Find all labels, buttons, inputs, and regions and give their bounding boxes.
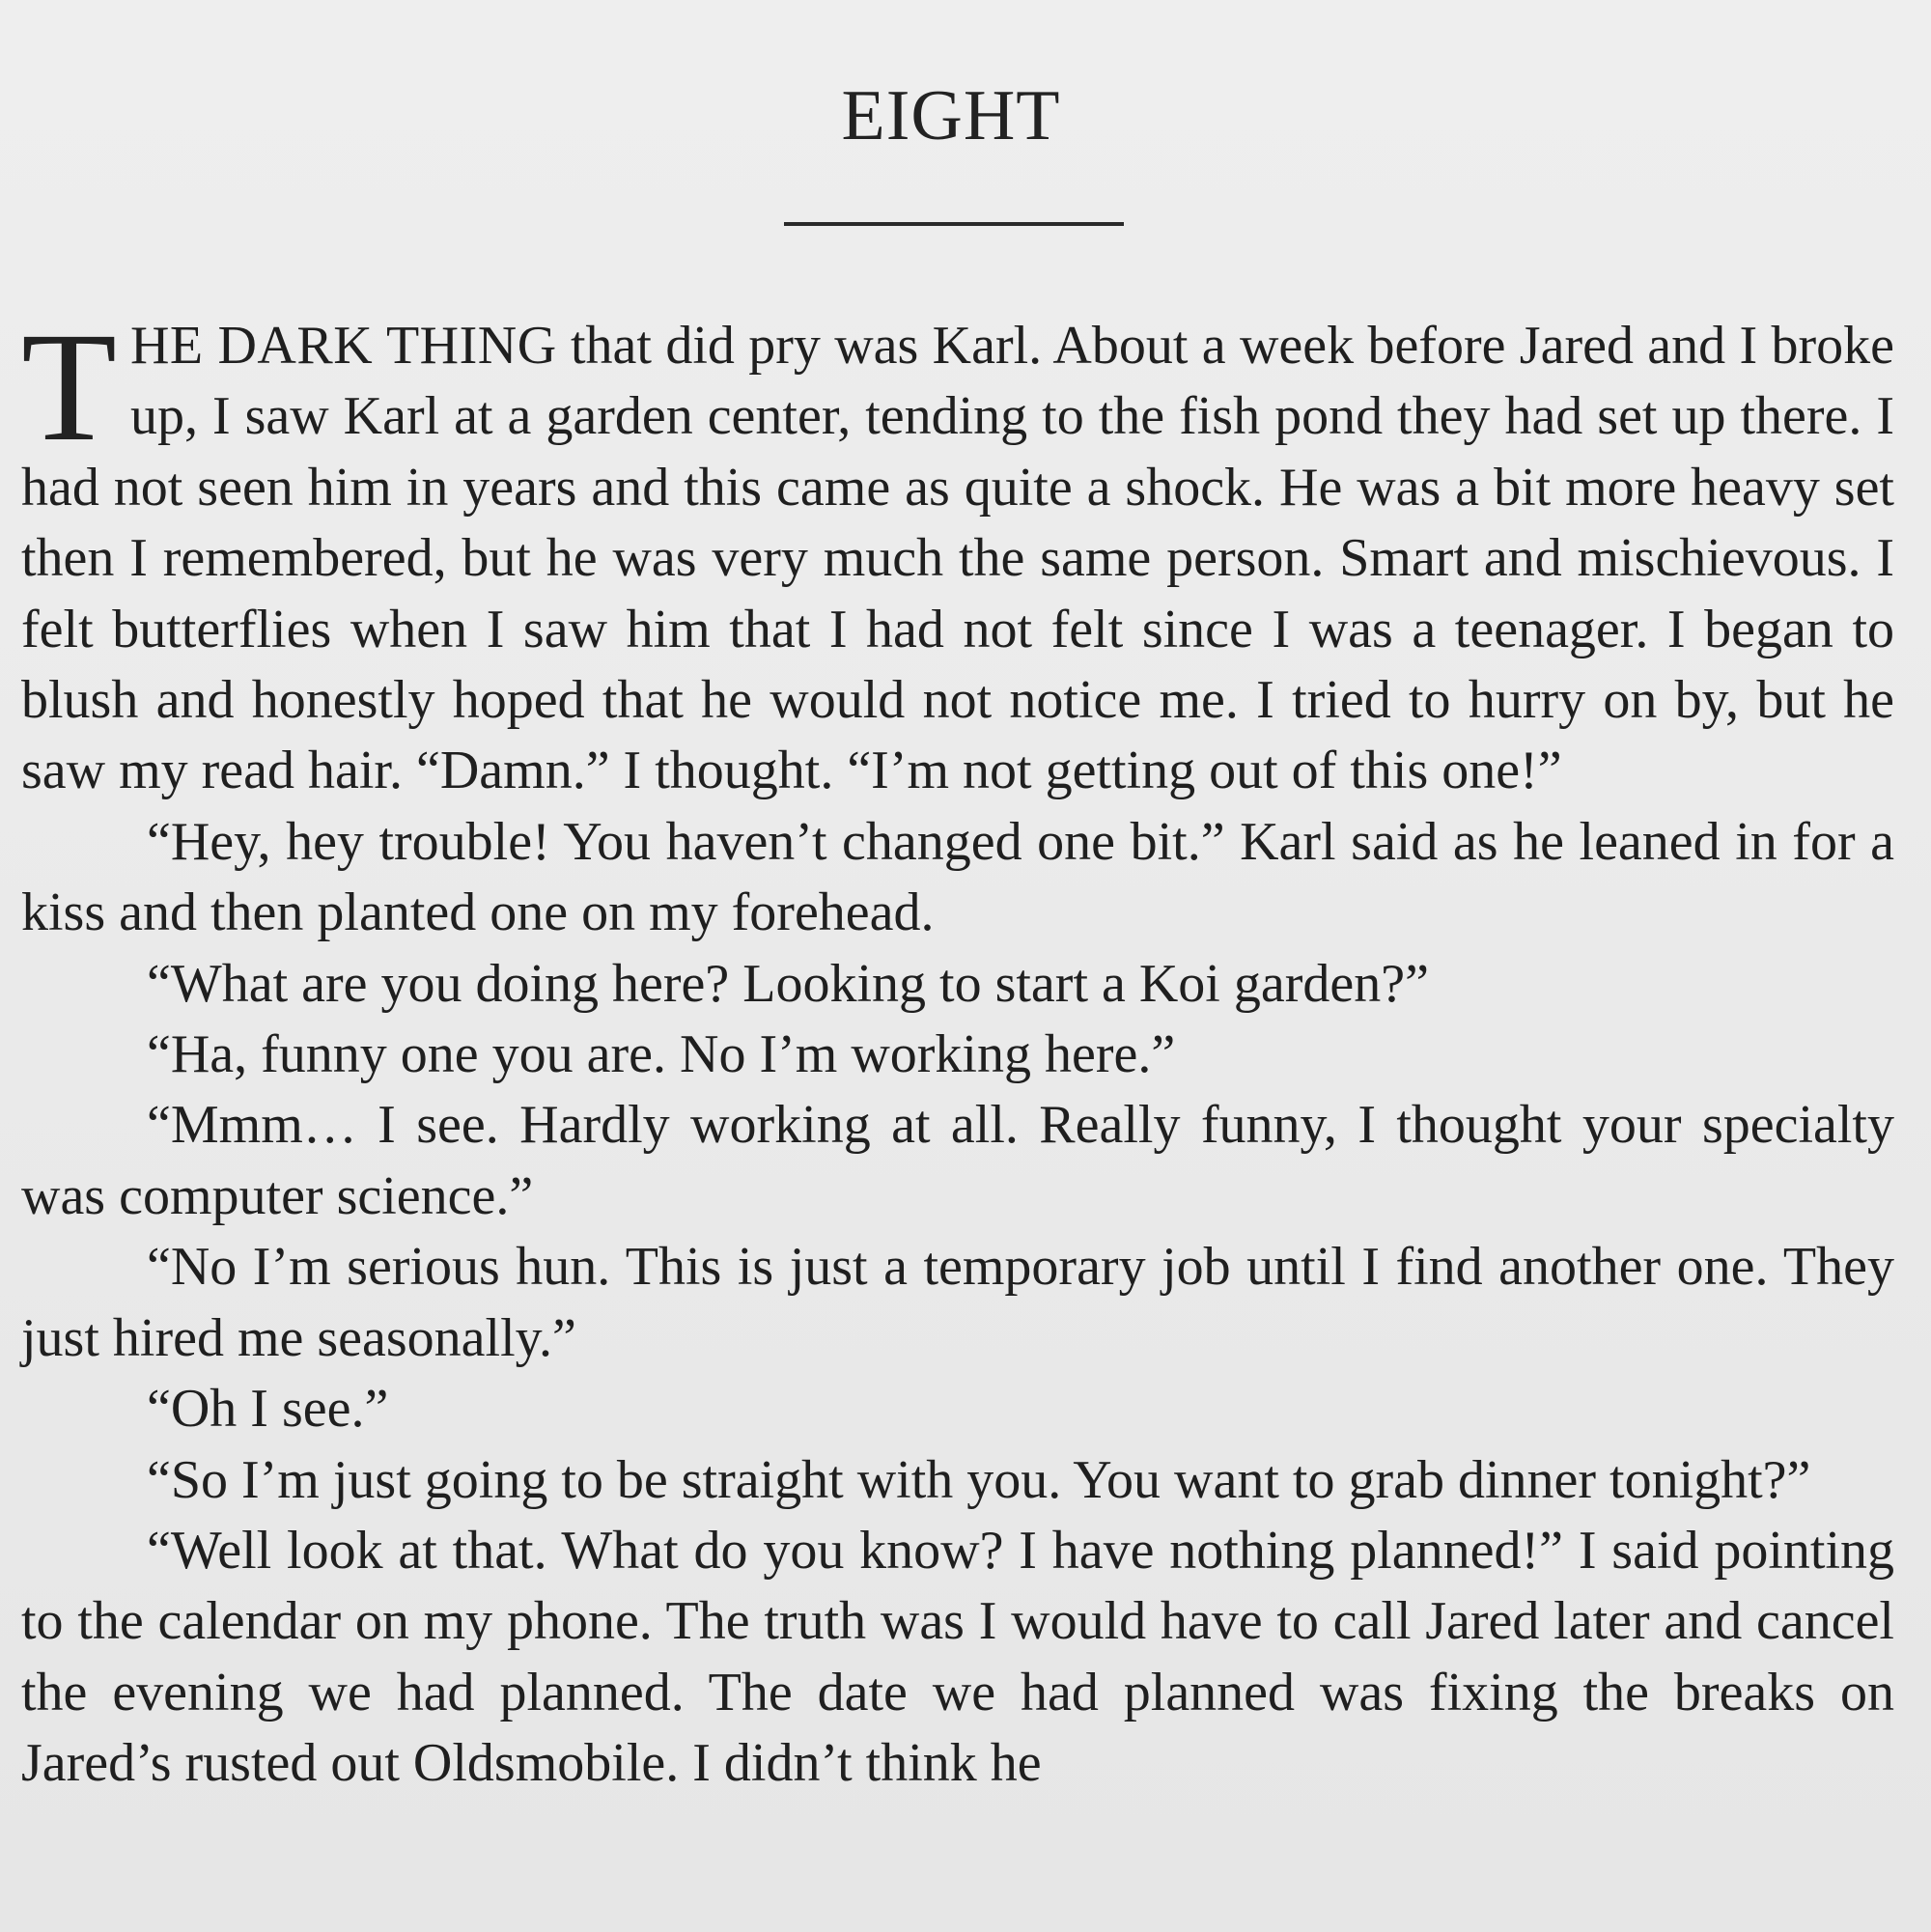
drop-cap: T [21,301,117,474]
lead-in-text: HE DARK THING [129,316,557,376]
chapter-title: EIGHT [841,76,1061,155]
paragraph [21,301,1894,807]
title-divider [784,222,1124,226]
paragraph: “So I’m just going to be straight with you. You want to grab dinner tonight?” [147,1449,1811,1510]
chapter-body [21,301,1894,1800]
paragraph: “Oh I see.” [147,1379,389,1440]
paragraph: “Mmm… I see. Hardly working at all. Really funny, I thought your specialty was computer science.” [21,1095,1894,1226]
paragraph: “Hey, hey trouble! You haven’t changed one bit.” Karl said as he leaned in for a kiss and then planted one on my forehead. [21,811,1894,943]
paragraph: “No I’m serious hun. This is just a temporary job until I find another one. They just hired me seasonally.” [21,1237,1894,1368]
paragraph-text: that did pry was Karl. About a week before Jared and I broke up, I saw Karl at a garden center, tending to the fish pond they had set up there. I had not seen him in years and this came as quite a shock. He was a bit more heavy set then I remembered, but he was very much the same person. Smart and mischievous. I felt butterflies when I saw him that I had not felt since I was a teenager. I began to blush and honestly hoped that he would not notice me. I tried to hurry on by, but he saw my read hair. “Damn.” I thought. “I’m not getting out of this one!” [21,316,1894,801]
paragraph: “Ha, funny one you are. No I’m working here.” [147,1024,1176,1085]
paragraph: “Well look at that. What do you know? I have nothing planned!” I said pointing to the calendar on my phone. The truth was I would have to call Jared later and cancel the evening we had planned. The date we had planned was fixing the breaks on Jared’s rusted out Oldsmobile. I didn’t think he [21,1520,1894,1794]
paragraph: “What are you doing here? Looking to start a Koi garden?” [147,953,1429,1014]
